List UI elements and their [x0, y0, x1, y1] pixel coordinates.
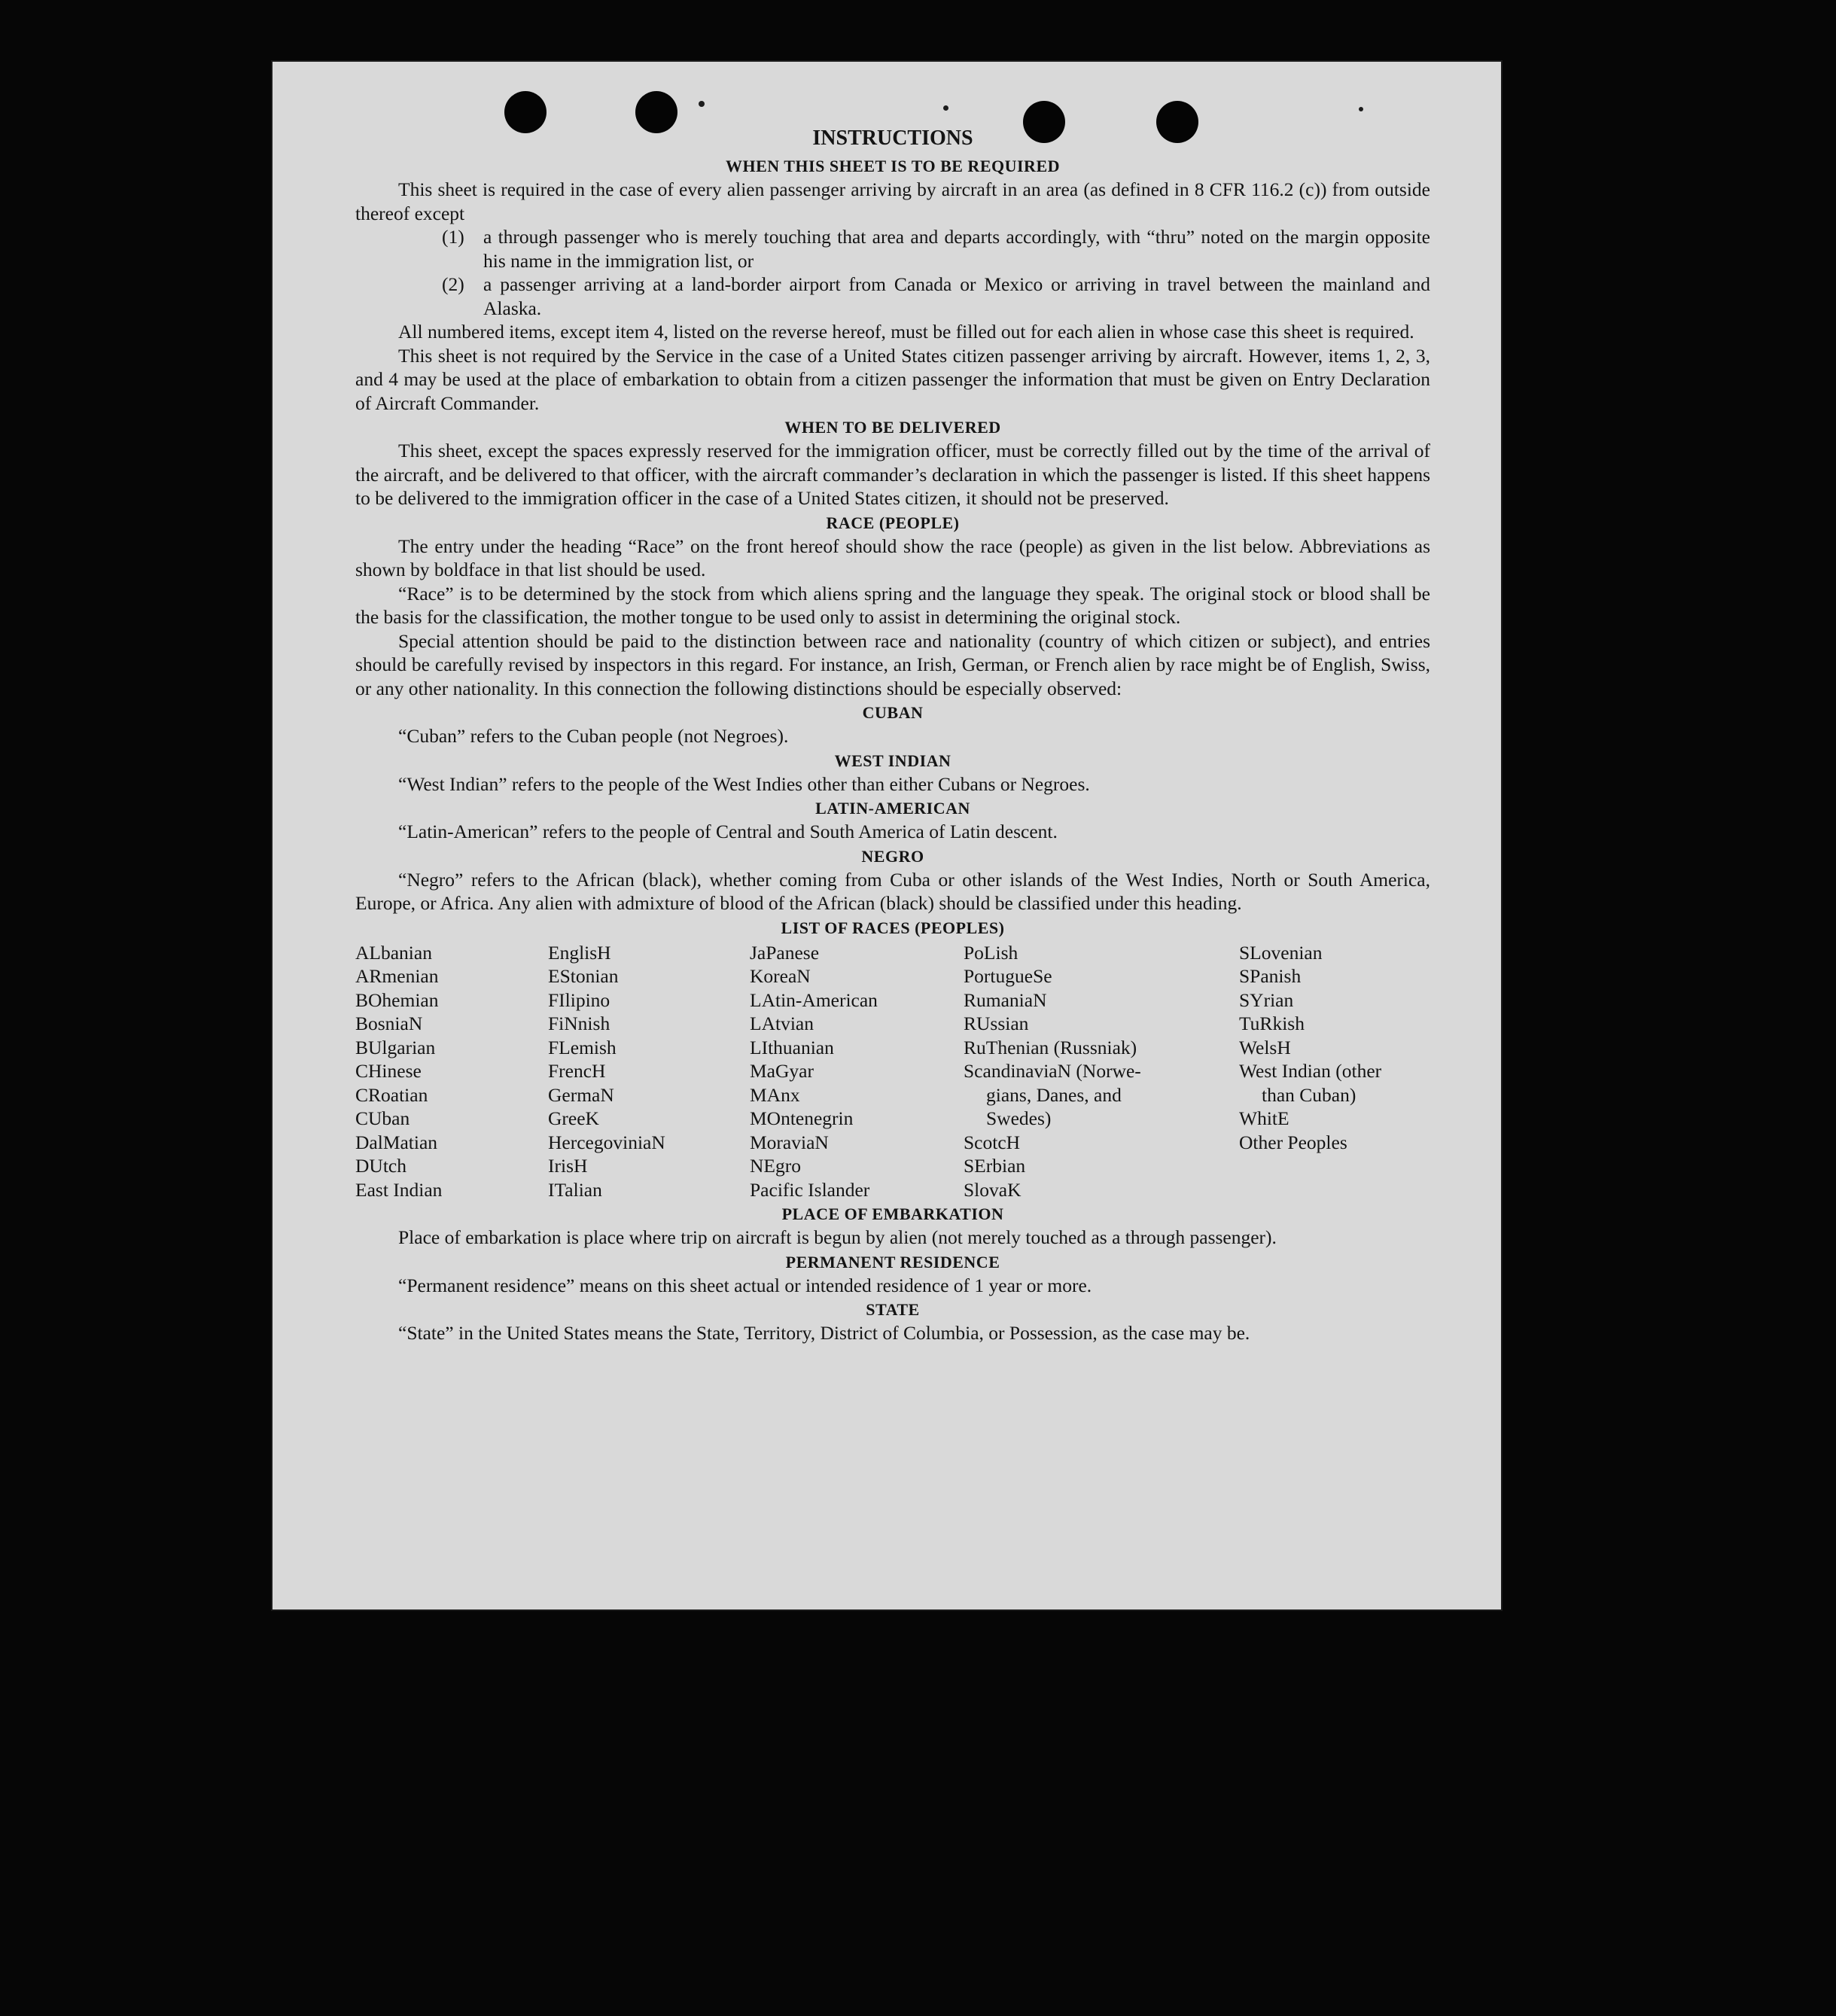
- race-entry: EStonian: [548, 965, 619, 987]
- race-entry: LAtin-American: [750, 988, 878, 1011]
- races-column: [1239, 941, 1430, 1155]
- race-entry: Pacific Islander: [750, 1178, 870, 1201]
- race-entry: GreeK: [548, 1107, 599, 1129]
- page-title: INSTRUCTIONS: [812, 126, 973, 150]
- race-entry: CHinese: [355, 1060, 422, 1082]
- definition-heading-latin-american: LATIN-AMERICAN: [815, 799, 970, 818]
- race-entry: ITalian: [548, 1178, 602, 1201]
- citizen-paragraph: This sheet is not required by the Service in the case of a United States citizen passenger arriving by aircraft. However, items 1, 2, 3, and 4 may be used at the place of embarkation to obtain from a citizen passenger the information that must be given on Entry Declaration of Aircraft Commander.: [355, 344, 1430, 414]
- race-entry: EnglisH: [548, 941, 611, 964]
- race-entry: SLovenian: [1239, 941, 1323, 964]
- exception-number: (1): [442, 226, 464, 248]
- race-entry: MAnx: [750, 1083, 800, 1106]
- races-column: [355, 941, 548, 1202]
- section-heading-embarkation: PLACE OF EMBARKATION: [781, 1204, 1004, 1223]
- document-sheet: [271, 60, 1503, 1611]
- race-entry: BUlgarian: [355, 1036, 436, 1058]
- race-entry: SPanish: [1239, 965, 1302, 987]
- dust-speck: [1359, 107, 1363, 111]
- section-heading-when-delivered: WHEN TO BE DELIVERED: [784, 418, 1001, 437]
- race-entry: SlovaK: [964, 1178, 1022, 1201]
- race-entry: Other Peoples: [1239, 1131, 1347, 1153]
- race-entry: BOhemian: [355, 988, 439, 1011]
- intro-paragraph: This sheet is required in the case of every alien passenger arriving by aircraft in an area (as defined in 8 CFR 116.2 (c)) from outside thereof except: [355, 178, 1430, 224]
- exception-item: [442, 225, 1430, 273]
- race-entry: NEgro: [750, 1155, 801, 1177]
- race-entry: TuRkish: [1239, 1013, 1305, 1034]
- definition-text-cuban: “Cuban” refers to the Cuban people (not Negroes).: [398, 725, 789, 747]
- race-entry: West Indian (other: [1239, 1060, 1382, 1082]
- exception-text: a passenger arriving at a land-border airport from Canada or Mexico or arriving in travel between the mainland and Alaska.: [483, 273, 1430, 319]
- race-entry: GermaN: [548, 1083, 614, 1106]
- races-column: [964, 941, 1239, 1202]
- section-heading-when-required: WHEN THIS SHEET IS TO BE REQUIRED: [725, 157, 1061, 175]
- race-entry: SYrian: [1239, 988, 1294, 1011]
- exception-number: (2): [442, 273, 464, 295]
- race-entry: HercegoviniaN: [548, 1131, 665, 1153]
- race-entry: JaPanese: [750, 941, 820, 964]
- dust-speck: [943, 105, 948, 111]
- race-entry: MOntenegrin: [750, 1107, 854, 1129]
- definition-text-west-indian: “West Indian” refers to the people of the West Indies other than either Cubans or Negroes.: [398, 772, 1090, 795]
- race-entry: MoraviaN: [750, 1131, 829, 1153]
- race-entry: MaGyar: [750, 1060, 814, 1082]
- definition-text-latin-american: “Latin-American” refers to the people of Central and South America of Latin descent.: [398, 821, 1058, 842]
- definition-heading-west-indian: WEST INDIAN: [834, 751, 951, 770]
- race-entry: ARmenian: [355, 965, 439, 987]
- race-entry: BosniaN: [355, 1013, 423, 1034]
- race-entry: DUtch: [355, 1155, 406, 1177]
- state-paragraph: “State” in the United States means the State, Territory, District of Columbia, or Possession, as the case may be.: [398, 1322, 1250, 1344]
- race-entry: IrisH: [548, 1155, 588, 1177]
- definition-heading-cuban: CUBAN: [862, 703, 924, 722]
- race-entry: WhitE: [1239, 1107, 1289, 1129]
- delivery-paragraph: This sheet, except the spaces expressly reserved for the immigration officer, must be correctly filled out by the time of the arrival of the aircraft, and be delivered to that officer, with the aircraft commander’s declaration in which the passenger is listed. If this sheet happens to be delivered to the immigration officer in the case of a United States citizen, it should not be preserved.: [355, 440, 1430, 509]
- exception-item: [442, 273, 1430, 320]
- race-entry: PoLish: [964, 941, 1018, 964]
- race-entry: KoreaN: [750, 965, 811, 987]
- races-column: [548, 941, 750, 1202]
- numbered-items-paragraph: All numbered items, except item 4, listed on the reverse hereof, must be filled out for each alien in whose case this sheet is required.: [398, 321, 1414, 343]
- residence-paragraph: “Permanent residence” means on this sheet actual or intended residence of 1 year or more.: [398, 1274, 1092, 1296]
- races-column: [750, 941, 964, 1202]
- race-entry: ScandinaviaN (Norwe-: [964, 1060, 1141, 1082]
- race-entry: FIlipino: [548, 988, 610, 1011]
- races-list: [355, 941, 1430, 1202]
- race-entry-continued: gians, Danes, and: [986, 1083, 1122, 1106]
- section-heading-residence: PERMANENT RESIDENCE: [785, 1252, 1000, 1271]
- race-paragraph: Special attention should be paid to the distinction between race and nationality (country of which citizen or subject), and entries should be carefully revised by inspectors in this regard. For instance, an Irish, German, or French alien by race might be of English, Swiss, or any other nationality. In this connection the following distinctions should be especially observed:: [355, 629, 1430, 699]
- race-entry: CUban: [355, 1107, 410, 1129]
- race-entry: SErbian: [964, 1155, 1026, 1177]
- race-entry: PortugueSe: [964, 965, 1052, 987]
- race-paragraph: The entry under the heading “Race” on the front hereof should show the race (people) as given in the list below. Abbreviations as shown by boldface in that list should be used.: [355, 534, 1430, 580]
- race-entry: CRoatian: [355, 1083, 428, 1106]
- race-entry: FrencH: [548, 1060, 606, 1082]
- definition-heading-negro: NEGRO: [861, 846, 924, 866]
- race-paragraph: “Race” is to be determined by the stock from which aliens spring and the language they speak. The original stock or blood shall be the basis for the classification, the mother tongue to be used only to assist in determining the original stock.: [355, 582, 1430, 628]
- exception-text: a through passenger who is merely touching that area and departs accordingly, with “thru” noted on the margin opposite his name in the immigration list, or: [483, 226, 1430, 272]
- race-entry: RumaniaN: [964, 988, 1047, 1011]
- race-entry: WelsH: [1239, 1036, 1291, 1058]
- race-entry: FLemish: [548, 1036, 617, 1058]
- race-entry: LIthuanian: [750, 1036, 834, 1058]
- dust-speck: [699, 101, 705, 107]
- section-heading-list-of-races: LIST OF RACES (PEOPLES): [781, 918, 1005, 937]
- embarkation-paragraph: Place of embarkation is place where trip on aircraft is begun by alien (not merely touched as a through passenger).: [398, 1226, 1277, 1248]
- section-heading-race: RACE (PEOPLE): [826, 513, 960, 532]
- race-entry: RuThenian (Russniak): [964, 1036, 1137, 1058]
- race-entry: LAtvian: [750, 1013, 814, 1034]
- race-entry: East Indian: [355, 1178, 443, 1201]
- race-entry: DalMatian: [355, 1131, 438, 1153]
- race-entry: ScotcH: [964, 1131, 1021, 1153]
- race-entry: FiNnish: [548, 1013, 610, 1034]
- race-entry-continued: than Cuban): [1262, 1083, 1356, 1106]
- instructions-body: [355, 120, 1430, 1345]
- section-heading-state: STATE: [866, 1300, 920, 1319]
- race-entry: ALbanian: [355, 941, 432, 964]
- race-entry: RUssian: [964, 1013, 1029, 1034]
- definition-text-negro: “Negro” refers to the African (black), whether coming from Cuba or other islands of the West Indies, North or South America, Europe, or Africa. Any alien with admixture of blood of the African (black) should be classified under this heading.: [355, 868, 1430, 914]
- race-entry-continued: Swedes): [986, 1107, 1052, 1129]
